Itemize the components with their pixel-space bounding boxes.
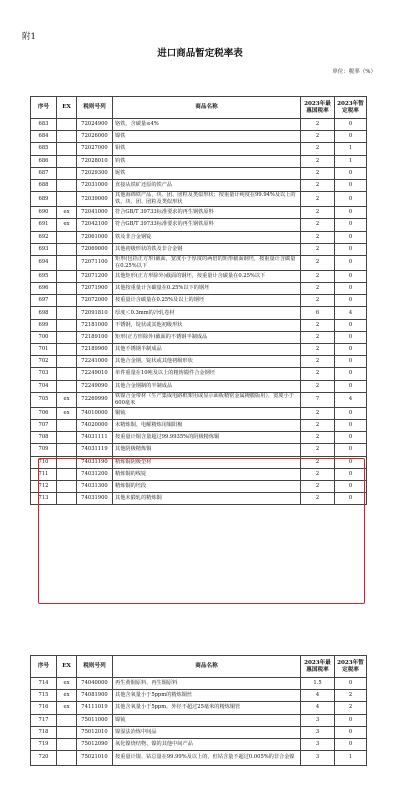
table-row	[31, 219, 367, 231]
row-mfn: 3	[301, 726, 335, 738]
row-code: 74031190	[77, 456, 113, 468]
row-temp: 0	[335, 283, 367, 295]
row-code: 72028010	[77, 155, 113, 167]
row-temp: 1	[335, 143, 367, 155]
row-mfn: 2	[301, 283, 335, 295]
row-mfn: 2	[301, 493, 335, 505]
row-name: 再生黄铜原料、再生铜原料	[113, 678, 301, 690]
row-temp: 4	[335, 392, 367, 407]
row-temp: 0	[335, 493, 367, 505]
table-row	[31, 714, 367, 726]
table-row	[31, 331, 367, 343]
row-code: 72071100	[77, 255, 113, 270]
col-code-header: 税则号列	[77, 656, 113, 678]
row-ex	[57, 131, 77, 143]
row-name: 单件重量在10吨及以上的粗铸锻件合金钢坯	[113, 368, 301, 380]
row-seq: 709	[31, 444, 57, 456]
row-name: 其他海绵铁产品，块、团、团粒及类似形状；按重量计纯度在99.94%及以上的铁，块、团、团粒及类似形状	[113, 192, 301, 207]
row-temp: 0	[335, 432, 367, 444]
row-ex: ex	[57, 678, 77, 690]
row-ex: ex	[57, 702, 77, 714]
row-seq: 716	[31, 702, 57, 714]
row-seq: 703	[31, 368, 57, 380]
row-name: 铁镍合金带材（生产集成电路框架用或显示面板精密金属掩膜版用），宽度小于600毫米	[113, 392, 301, 407]
row-code: 72071200	[77, 270, 113, 282]
row-ex	[57, 368, 77, 380]
table-header-row	[31, 656, 367, 678]
table-row	[31, 179, 367, 191]
row-mfn: 2	[301, 231, 335, 243]
row-name: 铌铁	[113, 167, 301, 179]
row-mfn: 2	[301, 270, 335, 282]
row-ex	[57, 143, 77, 155]
row-mfn: 3	[301, 751, 335, 766]
row-name: 其他矩形(正方形除外)截面的钢坯，按重量计含碳量在0.25%以下	[113, 270, 301, 282]
document-title: 进口商品暂定税率表	[157, 48, 243, 59]
row-temp: 0	[335, 468, 367, 480]
row-seq: 695	[31, 270, 57, 282]
row-code: 74081900	[77, 690, 113, 702]
row-temp: 0	[335, 714, 367, 726]
row-mfn: 2	[301, 356, 335, 368]
row-name: 钼铁	[113, 143, 301, 155]
row-ex: ex	[57, 392, 77, 407]
row-mfn: 2	[301, 432, 335, 444]
row-mfn: 2	[301, 131, 335, 143]
row-ex	[57, 307, 77, 319]
row-ex	[57, 295, 77, 307]
row-seq: 711	[31, 468, 57, 480]
table-row	[31, 207, 367, 219]
row-name: 矩形(包括正方形)截面，宽度小于厚度的两倍的矩形截面钢坯，按重量计含碳量在0.25%以下	[113, 255, 301, 270]
row-temp: 0	[335, 456, 367, 468]
row-code: 72069000	[77, 243, 113, 255]
table-row	[31, 270, 367, 282]
unit-note: 单位：税率（%）	[332, 69, 376, 75]
row-code: 72026000	[77, 131, 113, 143]
row-mfn: 1.5	[301, 678, 335, 690]
row-seq: 690	[31, 207, 57, 219]
row-code: 72031000	[77, 179, 113, 191]
row-ex	[57, 344, 77, 356]
row-ex	[57, 243, 77, 255]
row-code: 72042100	[77, 219, 113, 231]
row-temp: 0	[335, 131, 367, 143]
row-name: 直接从铁矿还原的铁产品	[113, 179, 301, 191]
row-ex	[57, 270, 77, 282]
row-name: 厚度＜0.3mm的冷轧卷材	[113, 307, 301, 319]
row-temp: 2	[335, 690, 367, 702]
row-seq: 691	[31, 219, 57, 231]
table-row	[31, 392, 367, 407]
row-name: 不锈钢，锭状或其他初级形状	[113, 319, 301, 331]
table-row	[31, 167, 367, 179]
table-row	[31, 726, 367, 738]
row-code: 72269990	[77, 392, 113, 407]
row-ex	[57, 167, 77, 179]
row-mfn: 2	[301, 219, 335, 231]
row-code: 72024900	[77, 119, 113, 131]
table-row	[31, 319, 367, 331]
row-mfn: 7	[301, 392, 335, 407]
row-code: 72072000	[77, 295, 113, 307]
row-seq: 704	[31, 380, 57, 392]
row-name: 其他初级形状的铁及非合金钢	[113, 243, 301, 255]
row-seq: 698	[31, 307, 57, 319]
row-seq: 719	[31, 738, 57, 750]
row-name: 铜锍	[113, 407, 301, 419]
row-seq: 692	[31, 231, 57, 243]
table-row	[31, 678, 367, 690]
row-code: 72041000	[77, 207, 113, 219]
row-temp: 0	[335, 179, 367, 191]
row-temp: 0	[335, 380, 367, 392]
row-temp: 0	[335, 119, 367, 131]
row-seq: 712	[31, 480, 57, 492]
row-ex	[57, 468, 77, 480]
row-ex	[57, 331, 77, 343]
row-ex	[57, 419, 77, 431]
row-name: 按重量计含碳量在0.25%及以上的钢坯	[113, 295, 301, 307]
row-name: 镍铁	[113, 131, 301, 143]
col-ex-header: EX	[57, 97, 77, 119]
row-name: 其他含氧量小于5ppm，外径不超过25毫米的精炼铜管	[113, 702, 301, 714]
row-mfn: 2	[301, 143, 335, 155]
table-row	[31, 432, 367, 444]
row-mfn: 4	[301, 690, 335, 702]
table-row	[31, 690, 367, 702]
row-code: 72029300	[77, 167, 113, 179]
row-seq: 710	[31, 456, 57, 468]
row-code: 74031111	[77, 432, 113, 444]
table-row	[31, 255, 367, 270]
row-code: 74010000	[77, 407, 113, 419]
table-row	[31, 368, 367, 380]
row-code: 72091810	[77, 307, 113, 319]
row-seq: 706	[31, 407, 57, 419]
row-mfn: 3	[301, 738, 335, 750]
row-name: 其他阴极精炼铜	[113, 444, 301, 456]
row-seq: 694	[31, 255, 57, 270]
row-code: 74031900	[77, 493, 113, 505]
row-seq: 708	[31, 432, 57, 444]
row-name: 镍湿法冶炼中间品	[113, 726, 301, 738]
row-name: 矩形(正方形除外)截面的不锈钢半制成品	[113, 331, 301, 343]
row-ex	[57, 319, 77, 331]
row-temp: 0	[335, 738, 367, 750]
table-row	[31, 456, 367, 468]
row-seq: 717	[31, 714, 57, 726]
row-temp: 0	[335, 344, 367, 356]
row-ex	[57, 456, 77, 468]
row-seq: 718	[31, 726, 57, 738]
row-temp: 2	[335, 702, 367, 714]
row-ex	[57, 192, 77, 207]
row-temp: 0	[335, 419, 367, 431]
row-code: 75012090	[77, 738, 113, 750]
annex-label: 附1	[22, 32, 36, 42]
row-temp: 0	[335, 270, 367, 282]
table-row	[31, 493, 367, 505]
row-mfn: 2	[301, 480, 335, 492]
table-row	[31, 344, 367, 356]
row-temp: 0	[335, 167, 367, 179]
col-seq-header: 序号	[31, 97, 57, 119]
table-row	[31, 380, 367, 392]
table-row	[31, 295, 367, 307]
row-code: 72071900	[77, 283, 113, 295]
row-name: 其他不锈钢半制成品	[113, 344, 301, 356]
table-row	[31, 407, 367, 419]
row-ex	[57, 751, 77, 766]
row-temp: 0	[335, 726, 367, 738]
table-row	[31, 480, 367, 492]
row-name: 按重量计镍、钴总量在99.99%及以上的，但钴含量不超过0.005%的非合金镍	[113, 751, 301, 766]
row-seq: 701	[31, 344, 57, 356]
table-row	[31, 751, 367, 766]
row-mfn: 2	[301, 243, 335, 255]
row-temp: 0	[335, 219, 367, 231]
row-code: 74031200	[77, 468, 113, 480]
row-ex: ex	[57, 219, 77, 231]
row-mfn: 4	[301, 702, 335, 714]
row-seq: 686	[31, 155, 57, 167]
row-mfn: 2	[301, 207, 335, 219]
row-temp: 0	[335, 407, 367, 419]
row-name: 符合GB/T 39733标准要求的再生钢铁原料	[113, 207, 301, 219]
table-row	[31, 192, 367, 207]
row-mfn: 3	[301, 714, 335, 726]
row-mfn: 2	[301, 344, 335, 356]
row-temp: 0	[335, 331, 367, 343]
row-mfn: 2	[301, 444, 335, 456]
row-temp: 0	[335, 368, 367, 380]
row-temp: 1	[335, 155, 367, 167]
row-seq: 700	[31, 331, 57, 343]
row-mfn: 6	[301, 307, 335, 319]
row-name: 按重量计铜含量超过99.9935%的阴极精炼铜	[113, 432, 301, 444]
row-name: 氧化镍烧结物、镍的其他中间产品	[113, 738, 301, 750]
row-ex: ex	[57, 690, 77, 702]
row-seq: 689	[31, 192, 57, 207]
row-code: 72249010	[77, 368, 113, 380]
row-ex	[57, 432, 77, 444]
row-mfn: 2	[301, 119, 335, 131]
col-name-header: 商品名称	[113, 656, 301, 678]
row-ex	[57, 493, 77, 505]
row-mfn: 2	[301, 419, 335, 431]
row-seq: 688	[31, 179, 57, 191]
row-ex	[57, 726, 77, 738]
row-seq: 696	[31, 283, 57, 295]
row-seq: 685	[31, 143, 57, 155]
row-mfn: 2	[301, 192, 335, 207]
row-code: 74111019	[77, 702, 113, 714]
row-seq: 684	[31, 131, 57, 143]
col-temp-header: 2023年暂定税率	[335, 656, 367, 678]
row-code: 74031300	[77, 480, 113, 492]
row-ex: ex	[57, 407, 77, 419]
row-ex	[57, 119, 77, 131]
row-seq: 715	[31, 690, 57, 702]
row-code: 72189900	[77, 344, 113, 356]
col-code-header: 税则号列	[77, 97, 113, 119]
row-ex	[57, 714, 77, 726]
row-code: 72039000	[77, 192, 113, 207]
row-temp: 0	[335, 192, 367, 207]
row-seq: 720	[31, 751, 57, 766]
row-ex	[57, 356, 77, 368]
row-seq: 687	[31, 167, 57, 179]
row-mfn: 2	[301, 167, 335, 179]
table-row	[31, 738, 367, 750]
row-seq: 699	[31, 319, 57, 331]
row-seq: 713	[31, 493, 57, 505]
table-row	[31, 143, 367, 155]
row-mfn: 2	[301, 368, 335, 380]
row-seq: 705	[31, 392, 57, 407]
row-temp: 0	[335, 295, 367, 307]
row-seq: 714	[31, 678, 57, 690]
col-seq-header: 序号	[31, 656, 57, 678]
table-row	[31, 119, 367, 131]
row-temp: 0	[335, 444, 367, 456]
col-temp-header: 2023年暂定税率	[335, 97, 367, 119]
row-temp: 4	[335, 307, 367, 319]
row-temp: 0	[335, 231, 367, 243]
row-ex	[57, 283, 77, 295]
row-temp: 0	[335, 319, 367, 331]
row-ex	[57, 179, 77, 191]
row-name: 精炼铜的线锭	[113, 468, 301, 480]
table-row	[31, 702, 367, 714]
row-name: 铁及非合金钢锭	[113, 231, 301, 243]
row-code: 72241000	[77, 356, 113, 368]
row-ex	[57, 380, 77, 392]
row-temp: 0	[335, 480, 367, 492]
row-seq: 697	[31, 295, 57, 307]
row-code: 72061000	[77, 231, 113, 243]
row-seq: 683	[31, 119, 57, 131]
row-code: 75021010	[77, 751, 113, 766]
table-row	[31, 419, 367, 431]
row-seq: 693	[31, 243, 57, 255]
table-row	[31, 243, 367, 255]
row-temp: 0	[335, 255, 367, 270]
col-mfn-header: 2023年最惠国税率	[301, 656, 335, 678]
table-row	[31, 155, 367, 167]
row-ex	[57, 480, 77, 492]
row-name: 精炼铜的坯段	[113, 480, 301, 492]
row-temp: 0	[335, 678, 367, 690]
table-row	[31, 307, 367, 319]
row-mfn: 2	[301, 319, 335, 331]
row-name: 镍锍	[113, 714, 301, 726]
row-ex: ex	[57, 207, 77, 219]
row-mfn: 2	[301, 255, 335, 270]
row-name: 其他未锻轧的精炼铜	[113, 493, 301, 505]
row-mfn: 2	[301, 468, 335, 480]
row-name: 钨铁	[113, 155, 301, 167]
row-name: 其他含氧量小于5ppm的精炼铜丝	[113, 690, 301, 702]
row-name: 铬铁，含碳量≤4%	[113, 119, 301, 131]
row-code: 74020000	[77, 419, 113, 431]
row-code: 72189100	[77, 331, 113, 343]
col-mfn-header: 2023年最惠国税率	[301, 97, 335, 119]
col-name-header: 商品名称	[113, 97, 301, 119]
row-temp: 0	[335, 243, 367, 255]
row-ex	[57, 738, 77, 750]
row-seq: 702	[31, 356, 57, 368]
row-code: 72249090	[77, 380, 113, 392]
row-mfn: 2	[301, 331, 335, 343]
row-code: 72027000	[77, 143, 113, 155]
row-seq: 707	[31, 419, 57, 431]
row-mfn: 2	[301, 155, 335, 167]
row-code: 74031119	[77, 444, 113, 456]
row-temp: 1	[335, 751, 367, 766]
row-mfn: 2	[301, 179, 335, 191]
row-mfn: 2	[301, 380, 335, 392]
col-ex-header: EX	[57, 656, 77, 678]
row-temp: 0	[335, 207, 367, 219]
row-ex	[57, 255, 77, 270]
row-ex	[57, 155, 77, 167]
row-name: 未精炼铜、电解精炼用铜阳极	[113, 419, 301, 431]
row-name: 符合GB/T 39733标准要求的再生钢铁原料	[113, 219, 301, 231]
row-mfn: 2	[301, 407, 335, 419]
table-row	[31, 231, 367, 243]
row-name: 精炼铜阴极型材	[113, 456, 301, 468]
row-code: 72181000	[77, 319, 113, 331]
row-code: 75011000	[77, 714, 113, 726]
row-mfn: 2	[301, 456, 335, 468]
row-ex	[57, 444, 77, 456]
tariff-table-2	[30, 655, 367, 766]
table-row	[31, 468, 367, 480]
row-code: 74040000	[77, 678, 113, 690]
table-row	[31, 444, 367, 456]
row-mfn: 2	[301, 295, 335, 307]
table-row	[31, 131, 367, 143]
row-name: 其他合金钢制的半制成品	[113, 380, 301, 392]
table-header-row	[31, 97, 367, 119]
tariff-table-1	[30, 96, 367, 505]
row-name: 其他合金钢，锭状或其他初级形状	[113, 356, 301, 368]
row-temp: 0	[335, 356, 367, 368]
row-code: 75012010	[77, 726, 113, 738]
row-name: 其他按重量计含碳量在0.25%以下的钢坯	[113, 283, 301, 295]
table-row	[31, 356, 367, 368]
row-ex	[57, 231, 77, 243]
table-row	[31, 283, 367, 295]
